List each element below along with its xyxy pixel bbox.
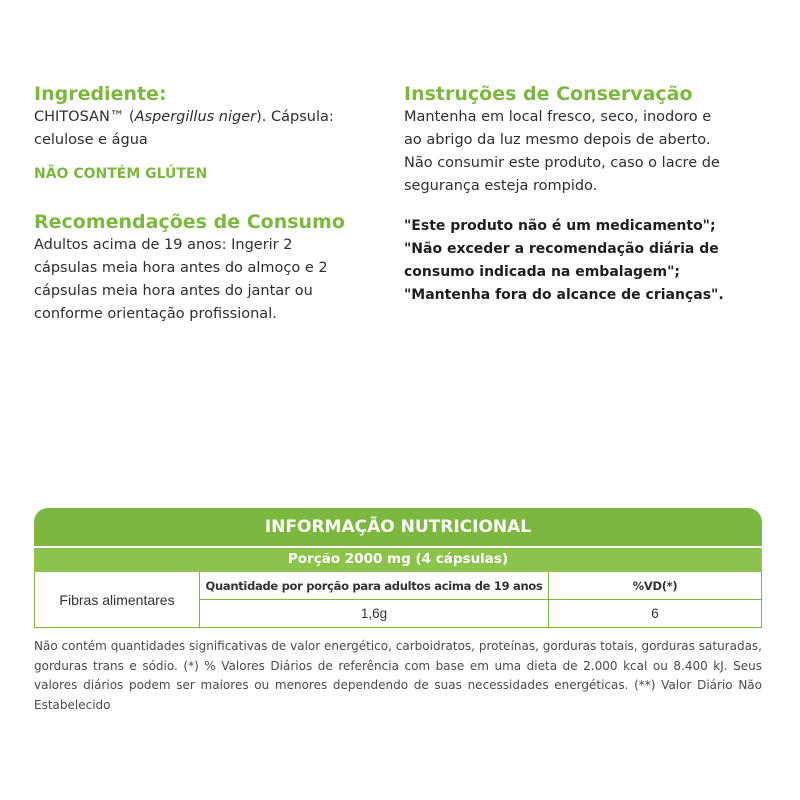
warning-line: "Mantenha fora do alcance de crianças". [404, 287, 724, 303]
nutrition-grid [200, 572, 761, 627]
recommendations-line: conforme orientação profissional. [34, 306, 277, 322]
nutrient-label: Fibras alimentares [35, 572, 200, 627]
warning-line: "Não exceder a recomendação diária de [404, 241, 719, 257]
conservation-text [404, 106, 774, 198]
ingredient-title: Ingrediente: [34, 83, 167, 105]
conservation-line: segurança esteja rompido. [404, 178, 598, 194]
ingredient-species: Aspergillus niger [134, 109, 257, 125]
vd-value: 6 [651, 606, 659, 621]
warning-line: consumo indicada na embalagem"; [404, 264, 681, 280]
qty-header: Quantidade por porção para adultos acima de 19 anos [200, 572, 549, 599]
right-column [404, 82, 774, 307]
recommendations-line: cápsulas meia hora antes do jantar ou [34, 283, 313, 299]
nutrition-table [34, 508, 762, 628]
recommendations-text [34, 234, 374, 326]
conservation-line: Mantenha em local fresco, seco, inodoro e [404, 109, 712, 125]
conservation-line: ao abrigo da luz mesmo depois de aberto. [404, 132, 711, 148]
left-column [34, 82, 374, 326]
nutrition-title: INFORMAÇÃO NUTRICIONAL [264, 517, 532, 537]
nutrition-footnote: Não contém quantidades significativas de valor energético, carboidratos, proteínas, gorduras totais, gorduras saturadas, gorduras trans e sódio. (*) % Valores Diários de referência com base em uma dieta de 2.000 kcal ou 8.400 kJ. Seus valores diários podem ser maiores ou menores dependendo de suas necessidades energéticas. (**) Valor Diário Não Estabelecido [34, 639, 762, 712]
gluten-free-note: NÃO CONTÉM GLÚTEN [34, 166, 208, 182]
ingredient-line1-suffix: ). Cápsula: [256, 109, 334, 125]
warning-line: "Este produto não é um medicamento"; [404, 218, 716, 234]
recommendations-line: cápsulas meia hora antes do almoço e 2 [34, 260, 328, 276]
recommendations-line: Adultos acima de 19 anos: Ingerir 2 [34, 237, 293, 253]
conservation-line: Não consumir este produto, caso o lacre de [404, 155, 720, 171]
ingredient-line1-prefix: CHITOSAN™ ( [34, 109, 135, 125]
vd-header: %VD(*) [632, 578, 678, 593]
nutrition-header [34, 508, 762, 572]
nutrition-portion: Porção 2000 mg (4 cápsulas) [34, 546, 762, 572]
nutrition-header-row [200, 572, 761, 599]
ingredient-text [34, 106, 374, 152]
qty-value: 1,6g [200, 600, 549, 627]
nutrition-body [34, 572, 762, 628]
recommendations-title: Recomendações de Consumo [34, 211, 345, 233]
warnings-block [404, 215, 774, 307]
conservation-title: Instruções de Conservação [404, 83, 693, 105]
nutrition-value-row [200, 599, 761, 627]
ingredient-line2: celulose e água [34, 132, 148, 148]
